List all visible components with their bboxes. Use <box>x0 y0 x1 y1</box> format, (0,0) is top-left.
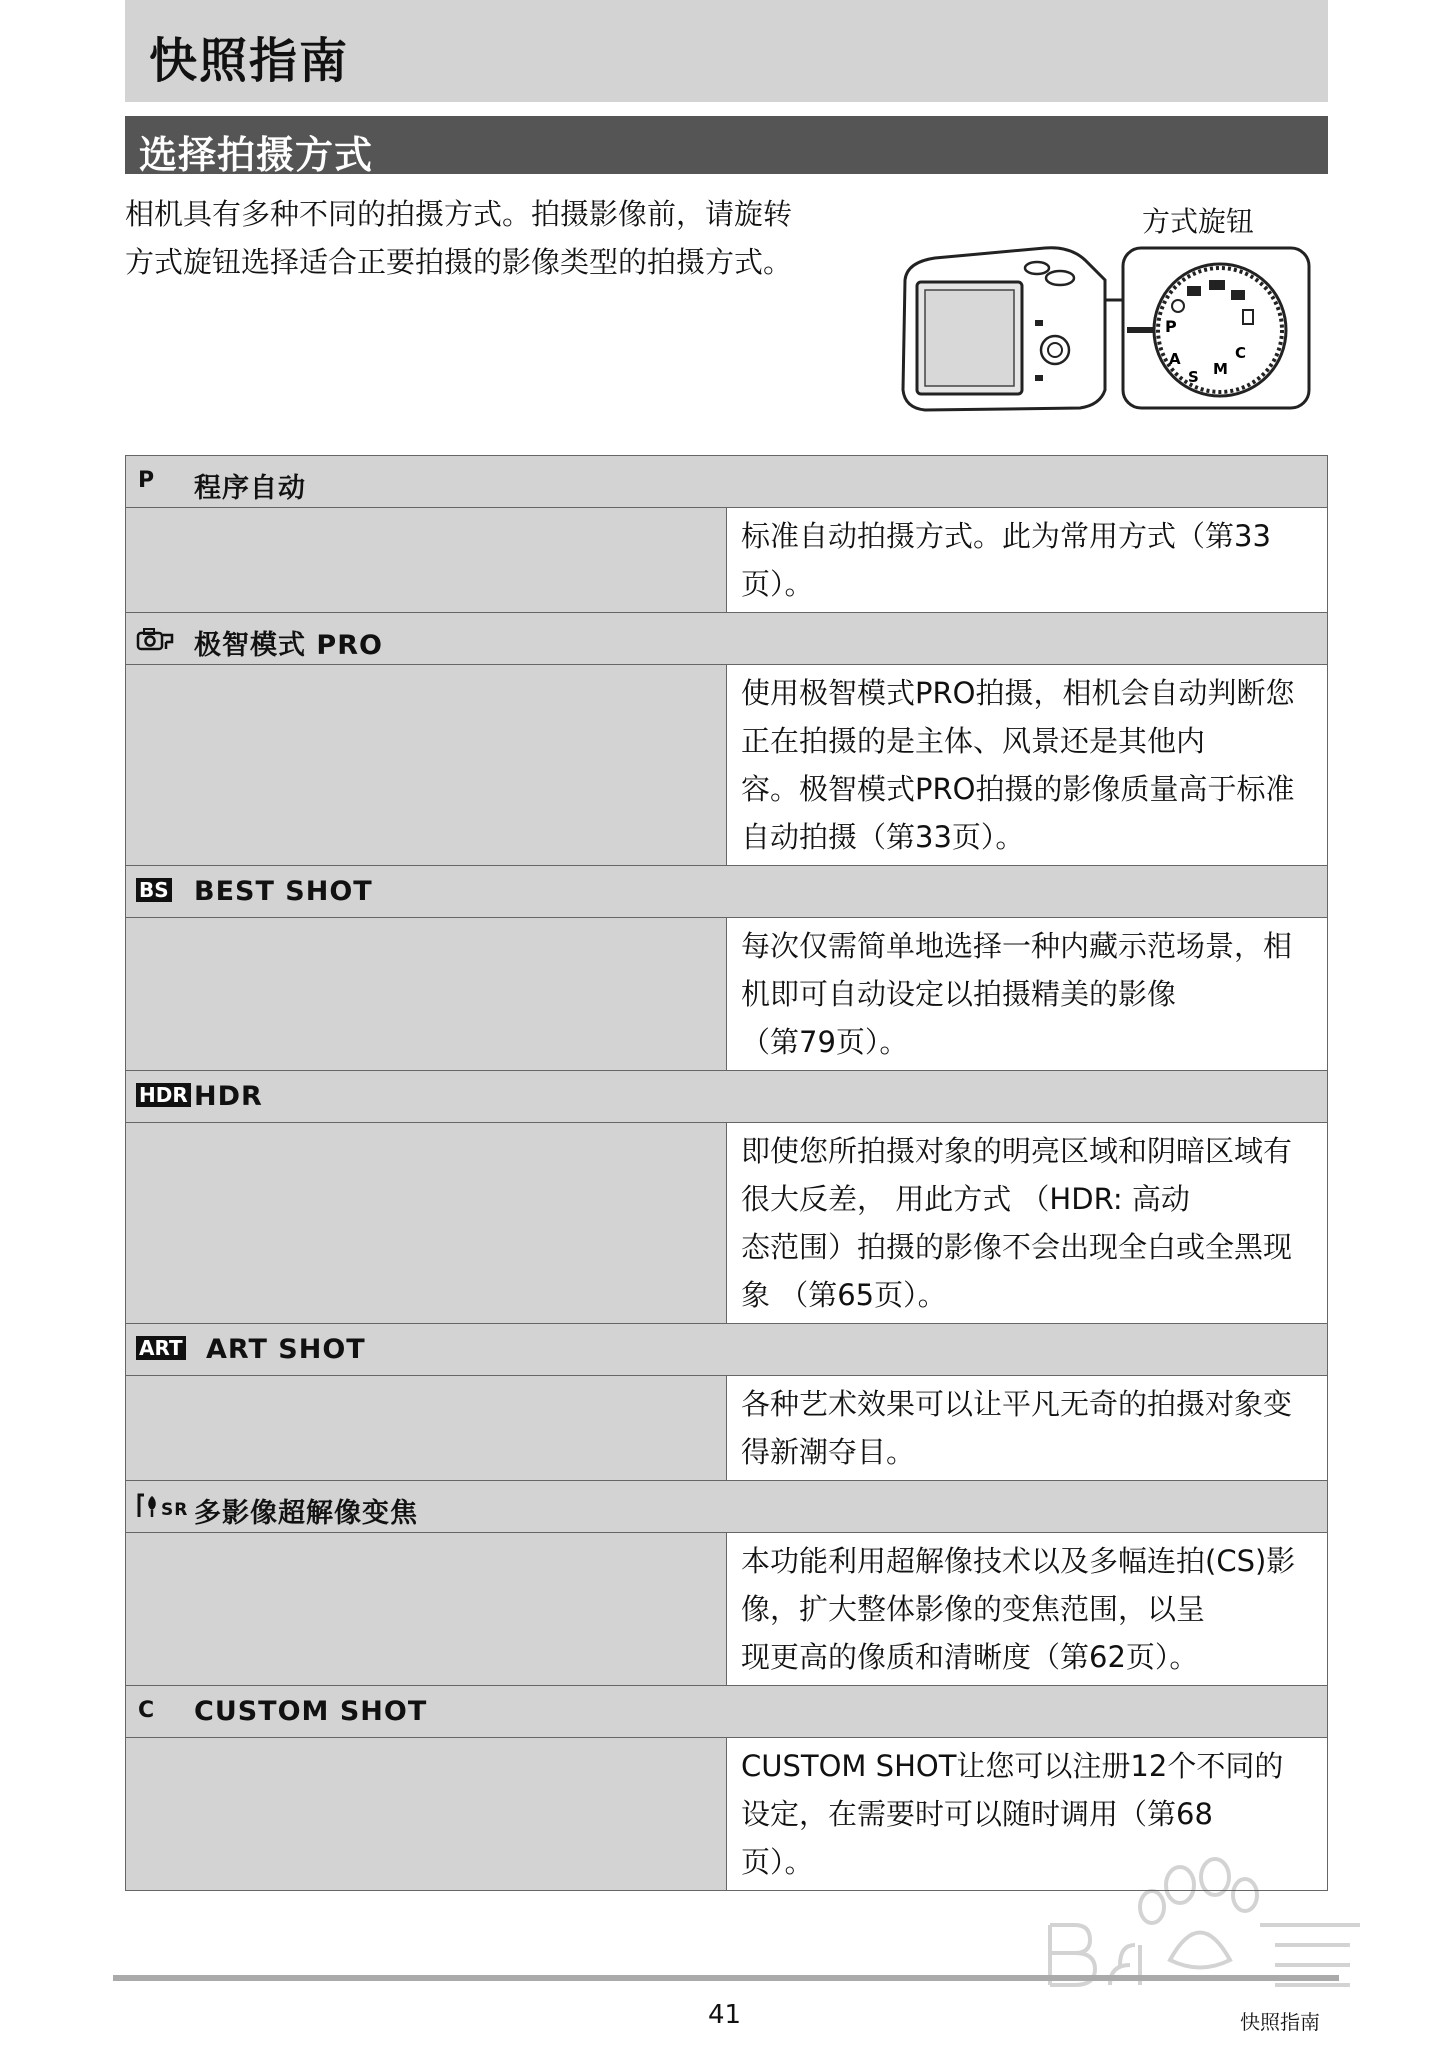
dial-hdr-mark <box>1209 280 1225 290</box>
mode-description-line: 现更高的像质和清晰度（第62页）。 <box>741 1640 1199 1674</box>
dial-letter: C <box>1235 344 1247 362</box>
dial-art-mark <box>1231 290 1245 300</box>
mode-header-row <box>126 1071 1328 1123</box>
dial-bs-mark <box>1187 286 1201 296</box>
super-resolution-zoom-icon <box>136 1492 188 1520</box>
mode-description-row <box>126 1376 1328 1481</box>
bracket-tree-icon <box>136 1492 160 1520</box>
mode-description-line: 标准自动拍摄方式。此为常用方式（第33页）。 <box>741 519 1271 601</box>
mode-description-line: 态范围）拍摄的影像不会出现全白或全黑现象 （第65页）。 <box>741 1230 1293 1312</box>
mode-name: 极智模式 PRO <box>194 630 383 661</box>
footer-section-title: 快照指南 <box>1240 2010 1320 2034</box>
camera-body-icon <box>903 248 1143 410</box>
mode-description-line: 本功能利用超解像技术以及多幅连拍(CS)影像，扩大整体影像的变焦范围，以呈 <box>741 1544 1296 1626</box>
baidu-watermark-logo <box>1030 1845 1370 2015</box>
mode-name: 程序自动 <box>194 473 306 504</box>
mode-description-line: 即使您所拍摄对象的明亮区域和阴暗区域有很大反差， 用此方式 （HDR: 高动 <box>741 1134 1293 1216</box>
mode-name: HDR <box>194 1081 263 1112</box>
camera-mode-dial-illustration <box>895 240 1315 420</box>
section-heading-bar <box>125 116 1328 177</box>
premium-auto-camera-icon <box>136 626 176 652</box>
mode-header-row <box>126 866 1328 918</box>
bs-badge-icon: BS <box>136 878 172 902</box>
mode-description-line: 页）。 <box>741 1845 814 1879</box>
mode-name: 多影像超解像变焦 <box>194 1498 418 1529</box>
hdr-badge-icon: HDR <box>136 1083 191 1107</box>
mode-description-row <box>126 1533 1328 1686</box>
c-mode-icon: C <box>138 1698 156 1723</box>
p-mode-icon: P <box>138 468 156 493</box>
mode-name: BEST SHOT <box>194 876 373 907</box>
shooting-modes-table <box>125 455 1328 1891</box>
intro-line: 方式旋钮选择适合正要拍摄的影像类型的拍摄方式。 <box>125 245 793 279</box>
art-badge-icon: ART <box>136 1336 186 1360</box>
mode-description-line: 容。极智模式PRO拍摄的影像质量高于标准自动拍摄（第33页）。 <box>741 772 1295 854</box>
mode-description-line: 各种艺术效果可以让平凡无奇的拍摄对象变得新潮夺目。 <box>741 1387 1293 1469</box>
mode-header-row <box>126 456 1328 508</box>
sr-icon-text: SR <box>161 1500 189 1520</box>
mode-header-row <box>126 613 1328 665</box>
mode-name: CUSTOM SHOT <box>194 1696 428 1727</box>
mode-dial-zoom-callout <box>1123 248 1309 408</box>
page-number: 41 <box>708 2000 742 2030</box>
mode-description-row <box>126 508 1328 613</box>
mode-description-row <box>126 918 1328 1071</box>
mode-description-line: 每次仅需简单地选择一种内藏示范场景，相机即可自动设定以拍摄精美的影像 <box>741 929 1293 1011</box>
mode-description-line: CUSTOM SHOT让您可以注册12个不同的设定，在需要时可以随时调用（第68 <box>741 1749 1284 1831</box>
dial-letter: A <box>1169 350 1181 368</box>
page-title-bar <box>125 0 1328 102</box>
dial-letter: S <box>1188 368 1199 386</box>
section-heading: 选择拍摄方式 <box>139 133 374 177</box>
intro-line: 相机具有多种不同的拍摄方式。拍摄影像前，请旋转 <box>125 197 793 231</box>
mode-dial-label: 方式旋钮 <box>1142 205 1255 238</box>
page-title: 快照指南 <box>149 33 350 89</box>
mode-description-row <box>126 665 1328 866</box>
mode-name: ART SHOT <box>206 1334 366 1365</box>
mode-description-line: （第79页）。 <box>741 1025 909 1059</box>
intro-paragraph <box>125 190 875 286</box>
mode-description-line: 使用极智模式PRO拍摄，相机会自动判断您正在拍摄的是主体、风景还是其他内 <box>741 676 1295 758</box>
mode-header-row <box>126 1324 1328 1376</box>
dial-letter: M <box>1213 360 1228 378</box>
footer-divider <box>113 1975 1339 1981</box>
dial-letter: P <box>1165 317 1177 336</box>
mode-header-row <box>126 1481 1328 1533</box>
mode-description-row <box>126 1123 1328 1324</box>
mode-header-row <box>126 1686 1328 1738</box>
